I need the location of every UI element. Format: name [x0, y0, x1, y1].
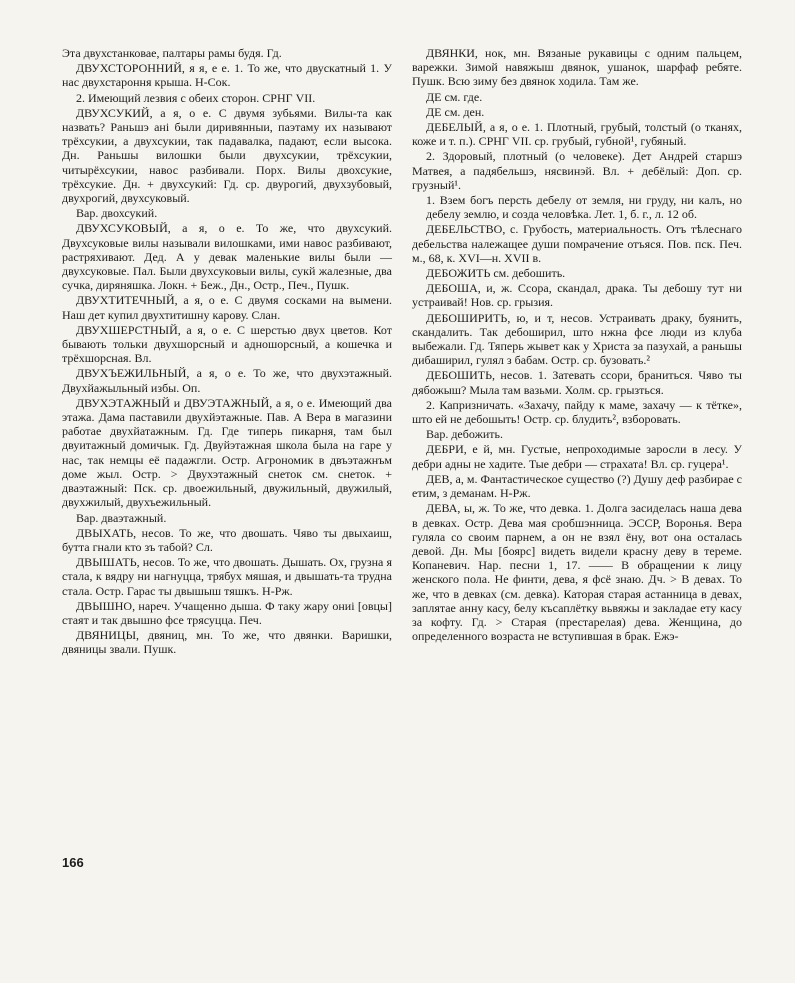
dictionary-entry: 2. Имеющий лезвия с обеих сторон. СРНГ VII.: [76, 90, 316, 105]
dictionary-entry: Вар. дебожить.: [426, 427, 503, 442]
dictionary-entry: ДВЫШНО, нареч. Учащенно дыша. Ф таку жару ониі [овцы] стаят и так двышно фсе трясуцца. Печ.: [62, 598, 392, 627]
dictionary-entry: ДЕВ, а, м. Фантастическое существо (?) Душу деф разбирае с етим, з деманам. Н-Рж.: [412, 471, 742, 501]
dictionary-entry: ДЕБЕЛЬСТВО, с. Грубость, материальность. Отъ тѣлеснаго дебельства належащее души помрачение отъяся. Пов. пск. Печ. м., 68, к. XVI—н. XVII в.: [412, 222, 742, 265]
dictionary-entry: Эта двухстанковае, палтары рамы будя. Гд.: [62, 46, 282, 60]
dictionary-entry: ДЕБРИ, е й, мн. Густые, непроходимые заросли в лесу. У дебри адны не хадите. Тые дебри — страхата! Вл. ср. гуцера¹.: [412, 442, 742, 471]
dictionary-entry: ДВЫШАТЬ, несов. То же, что двошать. Дышать. Ох, грузна я стала, к вядру ни нагнуцца, трябух мяшая, и двышать-та трудна стала. Остр. Гарас ты двышыш тяшкъ. Н-Рж.: [62, 555, 392, 598]
dictionary-entry: ДВУХСТОРОННИЙ, я я, е е. 1. То же, что двускатный 1. У нас двухстароння крыша. Н-Сок.: [62, 61, 392, 90]
dictionary-entry: ДВУХЭТАЖНЫЙ и ДВУЭТАЖНЫЙ, а я, о е. Имеющий два этажа. Дама паставили двухйэтажные. Пав. А Вера в магазини работае двухйатажным. Гд. Где типерь пикарня, там был двуитажный домичык. Гд. Двуйэтажная школа была на гаре у нас, так немцы её падажгли. Остр. Агрономик в двъэтажнъм доме жыл. Остр. > Двухэтажный снеток см. снеток. + дваэтажный: Пск. ср. двоежильный, двужильный, двужилый, двухжилый, двухъежильный.: [62, 395, 392, 510]
dictionary-entry: ДЕБОШИРИТЬ, ю, и т, несов. Устраивать драку, буянить, скандалить. Так дебоширил, што нжна фсе люди из клуба выбежали. Гд. Тяперь жывет как у Христа за пазухай, а раньшы дибаширил, гулял з бабам. Остр. ср. бузовать.²: [412, 310, 742, 368]
dictionary-entry: ДВЯНИЦЫ, двяниц, мн. То же, что двянки. Варишки, двяницы звали. Пушк.: [62, 628, 392, 657]
dictionary-entry: Вар. двохсукий.: [76, 206, 158, 221]
dictionary-entry: 2. Здоровый, плотный (о человеке). Дет Андрей старшэ Матвея, а падябельшэ, нясвинэй. Вл. + дебёлый: Доп. ср. грузный¹.: [412, 149, 742, 192]
dictionary-entry: ДВУХЪЕЖИЛЬНЫЙ, а я, о е. То же, что двухэтажный. Двухйажыльный избы. Оп.: [62, 366, 392, 395]
dictionary-entry: ДВЯНКИ, нок, мн. Вязаные рукавицы с одним пальцем, варежки. Зимой навяжыш двянок, ушанок, шарфаф ребяте. Пушк. Всю зиму без двянок ходила. Там же.: [412, 46, 742, 89]
dictionary-entry: ДЕ см. где.: [426, 89, 483, 104]
page-number: 166: [62, 855, 84, 870]
dictionary-entry: ДВЫХАТЬ, несов. То же, что двошать. Чяво ты двыхаиш, бутта гнали кто зъ табой? Сл.: [62, 525, 392, 554]
dictionary-entry: 2. Капризничать. «Захачу, пайду к маме, захачу — к тётке», што ей не дебошыть! Остр. ср. блудить², взборовать.: [412, 397, 742, 427]
dictionary-quote: 1. Взем богъ персть дебелу от земля, ни груду, ни калъ, но дебелу землю, и созда человѣка. Лет. 1, б. г., л. 12 об.: [426, 193, 742, 222]
dictionary-entry: ДЕ см. ден.: [426, 104, 485, 119]
dictionary-entry: ДЕБЕЛЫЙ, а я, о е. 1. Плотный, грубый, толстый (о тканях, коже и т. п.). СРНГ VII. ср. грубый, губной¹, губяный.: [412, 120, 742, 149]
right-column: [412, 46, 742, 644]
dictionary-entry: ДВУХСУКОВЫЙ, а я, о е. То же, что двухсукий. Двухсуковые вилы называли вилошками, ими навос разбивают, растряхивают. Дед. А у девак маленькие вилы были — двухсуковые. Пал. Были двухсуковыи вилы, сукй жалезные, два сучка, диряняшка. Локн. + Беж., Дн., Остр., Печ., Пушк.: [62, 221, 392, 293]
dictionary-entry: ДВУХШЕРСТНЫЙ, а я, о е. С шерстью двух цветов. Кот бывають тольки двухшорсный и адношорсный, а кошечка и трёхшорсная. Вл.: [62, 322, 392, 366]
dictionary-entry: ДЕБОЖИТЬ см. дебошить.: [426, 266, 566, 281]
dictionary-entry: ДЕВА, ы, ж. То же, что девка. 1. Долга засиделась наша дева в девках. Остр. Дева мая сробшэнница. ЭССР, Воронья. Вера гуляла со своим парнем, а он не взял ёну, вот она осталась девой. Дн. Мы [боярс] видеть видели красну деву в тереме. Копаневич. Нар. песни 1, 17. —— В обращении к лицу женского пола. Не финти, дева, я фсё знаю. Дч. > В девах. То же, что в девках (см. девка). Каторая старая астанница в девах, заплятае анну касу, белу късаплётку вьвяжы и закладае ету касу за кофту. Гд. > Старая (престарелая) дева. Женщина, до определенного возраста не вступившая в брак. Ежэ-: [412, 501, 742, 644]
dictionary-entry: Вар. дваэтажный.: [76, 510, 167, 525]
dictionary-entry: ДЕБОШИТЬ, несов. 1. Затевать ссори, браниться. Чяво ты дябожыш? Мыла там вазьми. Холм. ср. грызться.: [412, 368, 742, 397]
dictionary-entry: ДЕБОША, и, ж. Ссора, скандал, драка. Ты дебошу тут ни устраивай! Нов. ср. грызия.: [412, 281, 742, 310]
left-column: [62, 46, 392, 658]
dictionary-entry: ДВУХТИТЕЧНЫЙ, а я, о е. С двумя сосками на вымени. Наш дет купил двухтитишну карову. Слан.: [62, 293, 392, 322]
dictionary-entry: ДВУХСУКИЙ, а я, о е. С двумя зубьями. Вилы-та как назвать? Раньшэ ані были диривянныи, паэтаму их называют трёхсукии, а двухсукии, так падавалка, падают, если высока. Дн. Раньшы вилошки были двухсукии, трёхсукии, читырёхсукии, навос разбивали. Порх. Вилы двохсукие, трёхсукие. Дн. + двухсукий: Гд. ср. двурогий, двухзубовый, двухрогий, двухсуковый.: [62, 105, 392, 206]
